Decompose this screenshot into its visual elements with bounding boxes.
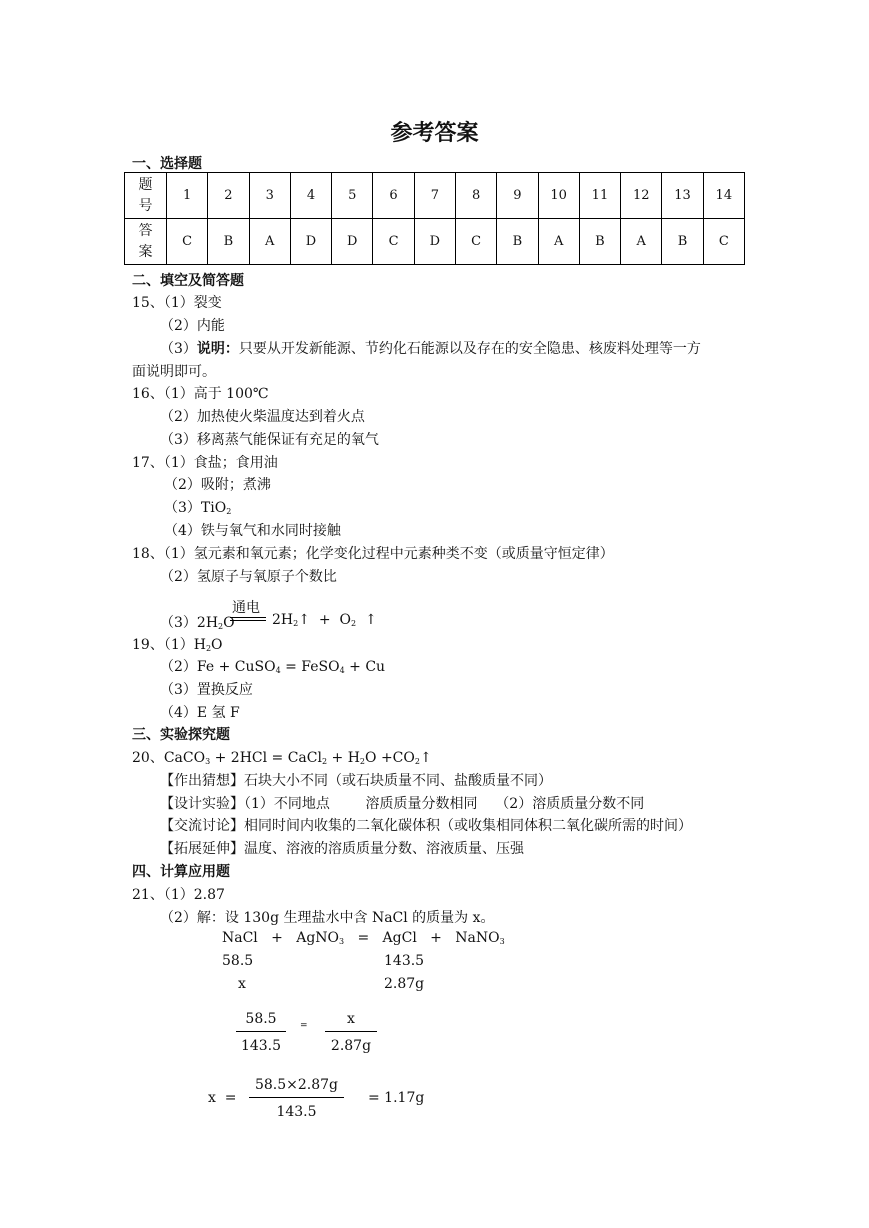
q17-line-1: 17、（1）食盐；食用油 (132, 455, 278, 471)
table-cell: 12 (621, 173, 662, 219)
q18-product-o2: O (339, 612, 351, 628)
q20-discuss-label: 【交流讨论】 (160, 818, 244, 834)
table-cell: 4 (290, 173, 331, 219)
q21-var-value: 2.87g (384, 976, 425, 992)
q19-eq-b: = FeSO (280, 659, 340, 675)
fraction-3 (249, 1077, 344, 1120)
q21-mass-agcl: 143.5 (384, 953, 425, 969)
table-cell: 10 (538, 173, 579, 219)
table-row-numbers (125, 173, 745, 219)
q20-eq-a: 20、CaCO (132, 750, 206, 766)
q20-eq-d: O +CO (365, 750, 415, 766)
table-cell: 5 (332, 173, 373, 219)
table-cell: 14 (703, 173, 744, 219)
section-heading-choice: 一、选择题 (132, 156, 202, 172)
q20-design-label: 【设计实验】 (160, 796, 244, 812)
q17-line-4: （4）铁与氧气和水同时接触 (164, 523, 341, 539)
page-title: 参考答案 (390, 121, 479, 146)
subscript: 4 (339, 666, 345, 675)
answer-table (124, 172, 745, 265)
table-cell: D (332, 219, 373, 265)
subscript: 2 (350, 619, 357, 628)
q19-line-4: （4）E 氢 F (160, 705, 240, 721)
table-cell: 2 (208, 173, 249, 219)
q21-x-equals: x = (208, 1090, 237, 1106)
fraction-1 (236, 1011, 286, 1054)
table-cell: C (703, 219, 744, 265)
subscript: 2 (293, 619, 299, 628)
q19-eq-a: （2）Fe + CuSO (160, 659, 276, 675)
q18-condition: 通电 (232, 600, 260, 616)
q16-line-1: 16、（1）高于 100℃ (132, 386, 269, 402)
table-cell: A (249, 219, 290, 265)
q18-line-3 (160, 612, 235, 632)
equation-line-bottom (230, 620, 266, 621)
q20-discuss (160, 815, 692, 835)
subscript: 2 (218, 622, 224, 631)
subscript: 2 (414, 757, 420, 766)
table-cell: 13 (662, 173, 703, 219)
q15-line-2: （2）内能 (160, 318, 225, 334)
q15-prefix: （3） (160, 341, 197, 357)
q21-eq-b: = AgCl + NaNO (344, 930, 500, 946)
q20-extend-label: 【拓展延伸】 (160, 841, 244, 857)
q19-h: 19、（1）H (132, 637, 206, 653)
q15-line-4: 面说明即可。 (132, 364, 216, 380)
q20-line-1 (132, 747, 432, 767)
q21-eq-a: NaCl + AgNO (222, 930, 340, 946)
q20-guess-label: 【作出猜想】 (160, 773, 244, 789)
q20-design-text: （1）不同地点 溶质质量分数相同 （2）溶质质量分数不同 (244, 796, 645, 812)
table-cell: C (167, 219, 208, 265)
table-cell: A (621, 219, 662, 265)
fraction-2 (325, 1011, 377, 1054)
q17-line-3 (164, 497, 231, 517)
fraction-equals: = (300, 1021, 308, 1031)
table-cell: 7 (414, 173, 455, 219)
subscript: 4 (275, 666, 281, 675)
q18-products: $2H_2↑ + O_2$ ↑ (272, 612, 377, 628)
fraction-2-numerator: x (325, 1011, 377, 1032)
table-cell: B (579, 219, 620, 265)
q20-eq-b: + 2HCl = CaCl (210, 750, 322, 766)
fraction-3-numerator: 58.5×2.87g (249, 1077, 344, 1098)
q18-product-h2: 2H (272, 612, 294, 628)
q19-o: O (211, 637, 223, 653)
q21-line-2: （2）解：设 130g 生理盐水中含 NaCl 的质量为 x。 (160, 910, 495, 926)
q18-reactant: （3）2H (160, 615, 219, 631)
table-cell: 9 (497, 173, 538, 219)
subscript: 2 (226, 507, 232, 516)
q21-equation (222, 930, 505, 946)
table-row-answers (125, 219, 745, 265)
q15-line-3 (160, 338, 701, 358)
q20-eq-e: ↑ (419, 750, 432, 766)
q18-line-1: 18、（1）氢元素和氧元素；化学变化过程中元素种类不变（或质量守恒定律） (132, 546, 614, 562)
q20-extend-text: 温度、溶液的溶质质量分数、溶液质量、压强 (244, 841, 524, 857)
subscript: 3 (499, 937, 505, 946)
q19-line-3: （3）置换反应 (160, 682, 253, 698)
subscript: 3 (339, 937, 345, 946)
section-heading-calc: 四、计算应用题 (132, 864, 230, 880)
q16-line-2: （2）加热使火柴温度达到着火点 (160, 409, 365, 425)
table-cell: 6 (373, 173, 414, 219)
q15-line-1: 15、（1）裂变 (132, 295, 222, 311)
table-cell: C (455, 219, 496, 265)
table-cell: 1 (167, 173, 208, 219)
table-cell: A (538, 219, 579, 265)
table-cell: D (290, 219, 331, 265)
table-header-answer: 答 案 (125, 219, 167, 265)
q19-eq-c: + Cu (344, 659, 386, 675)
q18-line-2: （2）氢原子与氧原子个数比 (160, 569, 337, 585)
fraction-2-denominator: 2.87g (330, 1038, 372, 1054)
q19-line-1 (132, 634, 223, 654)
subscript: 2 (359, 757, 366, 766)
q20-guess (160, 770, 552, 790)
q21-line-1: 21、（1）2.87 (132, 887, 225, 903)
fraction-3-denominator: 143.5 (276, 1104, 317, 1120)
q20-eq-c: + H (327, 750, 360, 766)
q15-note-text: 只要从开发新能源、节约化石能源以及存在的安全隐患、核废料处理等一方 (238, 341, 701, 357)
table-cell: 3 (249, 173, 290, 219)
q15-note-label: 说明： (196, 341, 239, 357)
q18-reactant-o: O (223, 615, 235, 631)
q20-design (160, 793, 644, 813)
q17-formula: （3）TiO (164, 500, 227, 516)
fraction-1-denominator: 143.5 (240, 1038, 282, 1054)
q17-line-2: （2）吸附；煮沸 (164, 477, 271, 493)
q21-mass-nacl: 58.5 (222, 953, 254, 969)
subscript: 2 (205, 644, 212, 653)
subscript: 3 (205, 757, 211, 766)
section-heading-experiment: 三、实验探究题 (132, 727, 230, 743)
section-heading-fill: 二、填空及简答题 (132, 273, 244, 289)
q19-line-2 (160, 656, 385, 676)
table-cell: B (662, 219, 703, 265)
table-header-number: 题 号 (125, 173, 167, 219)
q20-discuss-text: 相同时间内收集的二氧化碳体积（或收集相同体积二氧化碳所需的时间） (244, 818, 692, 834)
q20-extend (160, 838, 524, 858)
q21-result: = 1.17g (368, 1090, 425, 1106)
table-cell: C (373, 219, 414, 265)
equation-line-top (230, 617, 266, 618)
table-cell: B (208, 219, 249, 265)
q21-var-x: x (238, 976, 246, 992)
q16-line-3: （3）移离蒸气能保证有充足的氧气 (160, 432, 379, 448)
table-cell: 11 (579, 173, 620, 219)
q20-guess-text: 石块大小不同（或石块质量不同、盐酸质量不同） (244, 773, 552, 789)
table-cell: B (497, 219, 538, 265)
fraction-1-numerator: 58.5 (236, 1011, 286, 1032)
subscript: 2 (321, 757, 328, 766)
table-cell: D (414, 219, 455, 265)
table-cell: 8 (455, 173, 496, 219)
